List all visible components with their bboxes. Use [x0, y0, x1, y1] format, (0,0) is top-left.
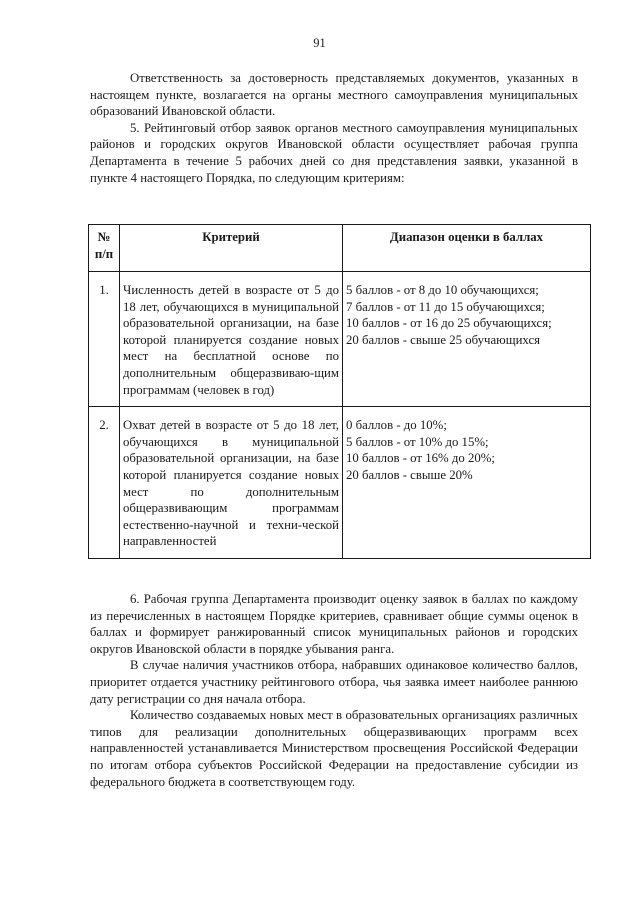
row-score-ranges	[343, 407, 591, 559]
table-row	[89, 407, 591, 559]
score-range-line: 7 баллов - от 11 до 15 обучающихся;	[346, 299, 545, 314]
score-range-line: 20 баллов - свыше 25 обучающихся	[346, 332, 541, 347]
paragraph-tie-break: В случае наличия участников отбора, набравших одинаковое количество баллов, приоритет отдается участнику рейтингового отбора, чья заявка имеет наиболее раннюю дату регистрации со дня начала отбора.	[90, 658, 578, 706]
row-number: 2.	[89, 407, 120, 559]
table-row	[89, 272, 591, 407]
table-header-row	[89, 225, 591, 272]
paragraph-new-places-count: Количество создаваемых новых мест в образовательных организациях различных типов для реализации дополнительных общеразвивающих программ всех направленностей устанавливается Министерством просвещения Российской Федерации по итогам отбора субъектов Российской Федерации на предоставление субсидии из федерального бюджета в соответствующем году.	[90, 708, 578, 789]
score-range-line: 20 баллов - свыше 20%	[346, 467, 473, 482]
paragraph-5-rating-selection: 5. Рейтинговый отбор заявок органов местного самоуправления муниципальных районов и городских округов Ивановской области осуществляет рабочая группа Департамента в течение 5 рабочих дней со дня представления заявки, указанной в пункте 4 настоящего Порядка, по следующим критериям:	[90, 120, 578, 185]
intro-section	[90, 70, 578, 186]
score-range-line: 5 баллов - от 10% до 15%;	[346, 434, 489, 449]
header-criterion: Критерий	[120, 225, 343, 272]
row-criterion: Численность детей в возрасте от 5 до 18 лет, обучающихся в муниципальной образовательной организации, на базе которой планируется создание новых мест на бесплатной основе по дополнительным общеразвиваю-щим программам (человек в год)	[120, 272, 343, 407]
closing-section	[90, 591, 578, 790]
row-score-ranges	[343, 272, 591, 407]
score-range-line: 0 баллов - до 10%;	[346, 418, 447, 433]
score-range-line: 5 баллов - от 8 до 10 обучающихся;	[346, 283, 539, 297]
score-range-line: 10 баллов - от 16 до 25 обучающихся;	[346, 316, 552, 331]
row-criterion: Охват детей в возрасте от 5 до 18 лет, обучающихся в муниципальной образовательной организации, на базе которой планируется создание новых мест по дополнительным общеразвивающим программам естественно-научной и техни-ческой направленностей	[120, 407, 343, 559]
page-number: 91	[313, 36, 326, 50]
paragraph-responsibility: Ответственность за достоверность представляемых документов, указанных в настоящем пункте, возлагается на органы местного самоуправления муниципальных образований Ивановской области.	[90, 71, 578, 119]
header-number: № п/п	[89, 225, 120, 272]
header-score-range: Диапазон оценки в баллах	[343, 225, 591, 272]
score-range-line: 10 баллов - от 16% до 20%;	[346, 451, 495, 466]
criteria-table	[88, 224, 591, 559]
paragraph-6-scoring: 6. Рабочая группа Департамента производит оценку заявок в баллах по каждому из перечисленных в настоящем Порядке критериев, сравнивает общие суммы оценок в баллах и формирует ранжированный список муниципальных районов и городских округов Ивановской области в порядке убывания ранга.	[90, 592, 578, 656]
row-number: 1.	[89, 272, 120, 407]
